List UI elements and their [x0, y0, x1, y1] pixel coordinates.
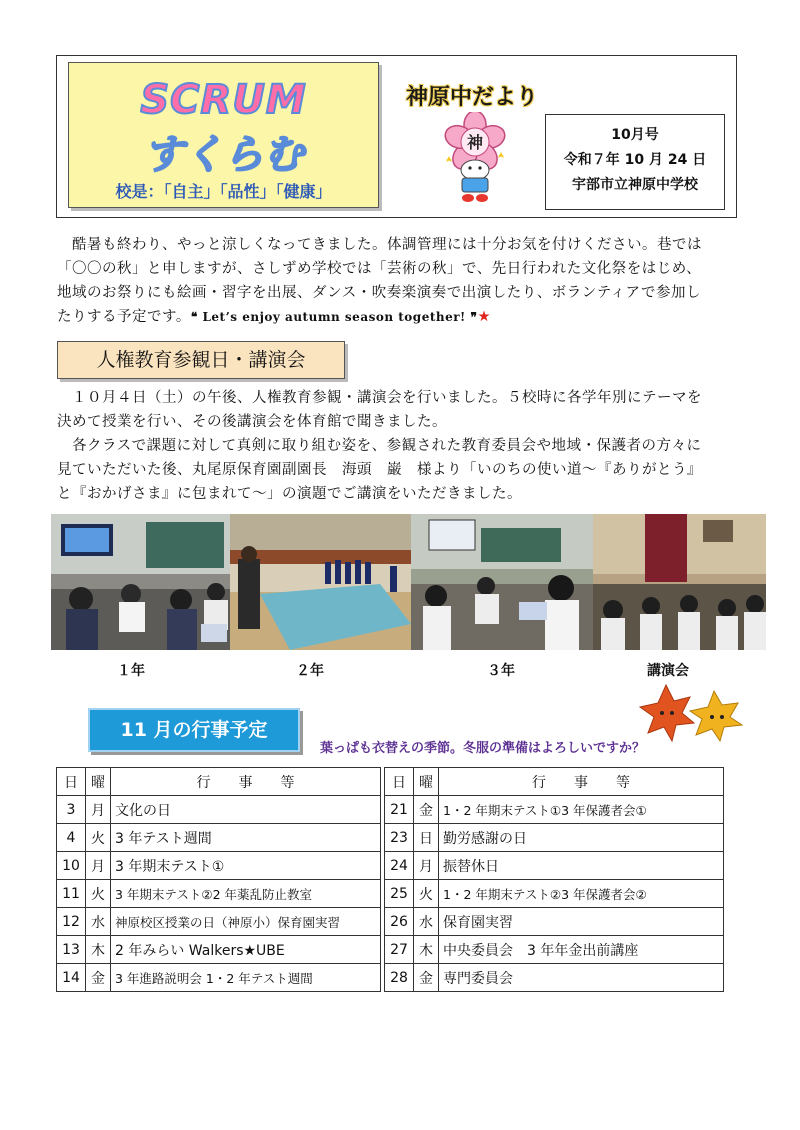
table-row: [57, 908, 381, 936]
cell-event: 文化の日: [111, 796, 381, 824]
cell-weekday: 金: [414, 796, 439, 824]
cell-event: 勤労感謝の日: [439, 824, 724, 852]
cell-day: 14: [57, 964, 86, 992]
section-title-human-rights: 人権教育参観日・講演会: [57, 341, 345, 379]
cell-event: 2 年みらい Walkers★UBE: [111, 936, 381, 964]
body-line: １０月４日（土）の午後、人権教育参観・講演会を行いました。５校時に各学年別にテーマを: [57, 390, 702, 406]
cell-event: 中央委員会 3 年年金出前講座: [439, 936, 724, 964]
cell-event: 振替休日: [439, 852, 724, 880]
table-row: [57, 852, 381, 880]
table-row: [385, 936, 724, 964]
body-line: 決めて授業を行い、その後講演会を体育館で聞きました。: [57, 414, 447, 430]
cell-event: 3 年テスト週間: [111, 824, 381, 852]
cell-event: 保育園実習: [439, 908, 724, 936]
cell-day: 13: [57, 936, 86, 964]
photo-caption: １年: [117, 663, 145, 679]
cell-day: 24: [385, 852, 414, 880]
cell-day: 3: [57, 796, 86, 824]
cell-day: 12: [57, 908, 86, 936]
issue-date: 令和７年 10 月 24 日: [563, 152, 707, 168]
table-row: [385, 964, 724, 992]
photo-caption: ３年: [487, 663, 515, 679]
mascot-icon: [440, 112, 510, 204]
col-header-weekday: 曜: [414, 768, 439, 796]
body-line: 各クラスで課題に対して真剣に取り組む姿を、参観された教育委員会や地域・保護者の方々に: [57, 438, 702, 454]
cell-weekday: 火: [86, 824, 111, 852]
photo-grade1: [51, 514, 230, 650]
cell-day: 21: [385, 796, 414, 824]
table-header-row: [57, 768, 381, 796]
intro-paragraph: [57, 233, 747, 329]
col-header-weekday: 曜: [86, 768, 111, 796]
cell-day: 25: [385, 880, 414, 908]
cell-weekday: 木: [86, 936, 111, 964]
cell-weekday: 月: [86, 852, 111, 880]
cell-event: 1・2 年期末テスト①3 年保護者会①: [439, 796, 724, 824]
col-header-day: 日: [385, 768, 414, 796]
logo-box: [68, 62, 379, 208]
table-row: [385, 796, 724, 824]
table-row: [385, 824, 724, 852]
issue-info-box: [545, 114, 725, 210]
table-row: [57, 880, 381, 908]
cell-day: 10: [57, 852, 86, 880]
photo-grade3: [411, 514, 593, 650]
intro-line: 地域のお祭りにも絵画・習字を出展、ダンス・吹奏楽演奏で出演したり、ボランティアで参加し: [57, 285, 701, 301]
cell-day: 23: [385, 824, 414, 852]
cell-weekday: 月: [86, 796, 111, 824]
cell-day: 4: [57, 824, 86, 852]
table-row: [57, 796, 381, 824]
cell-weekday: 火: [86, 880, 111, 908]
logo-japanese: すくらむ: [143, 132, 304, 178]
cell-event: 3 年期末テスト①: [111, 852, 381, 880]
photo-caption: 講演会: [647, 663, 689, 679]
photo-lecture: [593, 514, 766, 650]
cell-event: 専門委員会: [439, 964, 724, 992]
cell-day: 26: [385, 908, 414, 936]
table-row: [57, 936, 381, 964]
table-row: [57, 824, 381, 852]
human-rights-paragraph: [57, 386, 747, 506]
intro-line: [57, 305, 747, 329]
autumn-leaves-icon: [636, 683, 746, 743]
cell-event: 3 年進路説明会 1・2 年テスト週間: [111, 964, 381, 992]
star-icon: ★: [477, 309, 491, 325]
november-schedule-title: 11 月の行事予定: [88, 708, 300, 752]
newsletter-name: 神原中だより: [406, 85, 539, 110]
intro-line: 酷暑も終わり、やっと涼しくなってきました。体調管理には十分お気を付けください。巷では: [57, 237, 702, 253]
table-row: [385, 908, 724, 936]
cell-weekday: 金: [86, 964, 111, 992]
english-slogan: ❝ Let’s enjoy autumn season together! ❞: [190, 310, 478, 324]
table-header-row: [385, 768, 724, 796]
logo-english: SCRUM: [140, 77, 307, 123]
table-row: [385, 880, 724, 908]
photo-caption: ２年: [296, 663, 324, 679]
cell-weekday: 木: [414, 936, 439, 964]
body-line: と『おかげさま』に包まれて～」の演題でご講演をいただきました。: [57, 486, 522, 502]
body-line: 見ていただいた後、丸尾原保育園副園長 海頭 巌 様より「いのちの使い道～『ありがとう』: [57, 462, 702, 478]
issue-month: 10月号: [611, 127, 659, 143]
schedule-table-left: [56, 767, 381, 992]
cell-weekday: 火: [414, 880, 439, 908]
cell-weekday: 水: [414, 908, 439, 936]
november-tagline: 葉っぱも衣替えの季節。冬服の準備はよろしいですか？: [320, 741, 646, 756]
intro-line: 「〇〇の秋」と申しますが、さしずめ学校では「芸術の秋」で、先日行われた文化祭をはじめ、: [57, 261, 702, 277]
cell-event: 神原校区授業の日（神原小）保育園実習: [111, 908, 381, 936]
table-row: [385, 852, 724, 880]
col-header-events: 行 事 等: [111, 768, 381, 796]
cell-event: 1・2 年期末テスト②3 年保護者会②: [439, 880, 724, 908]
col-header-day: 日: [57, 768, 86, 796]
cell-weekday: 月: [414, 852, 439, 880]
cell-day: 27: [385, 936, 414, 964]
cell-day: 28: [385, 964, 414, 992]
cell-day: 11: [57, 880, 86, 908]
cell-weekday: 金: [414, 964, 439, 992]
cell-weekday: 日: [414, 824, 439, 852]
mascot-label: 神: [466, 133, 484, 152]
table-row: [57, 964, 381, 992]
cell-event: 3 年期末テスト②2 年薬乱防止教室: [111, 880, 381, 908]
intro-line-text: たりする予定です。: [57, 309, 191, 325]
col-header-events: 行 事 等: [439, 768, 724, 796]
school-motto: 校是：「自主」「品性」「健康」: [115, 182, 332, 201]
cell-weekday: 水: [86, 908, 111, 936]
school-name: 宇部市立神原中学校: [572, 177, 698, 193]
photo-grade2: [230, 514, 411, 650]
schedule-table-right: [384, 767, 724, 992]
